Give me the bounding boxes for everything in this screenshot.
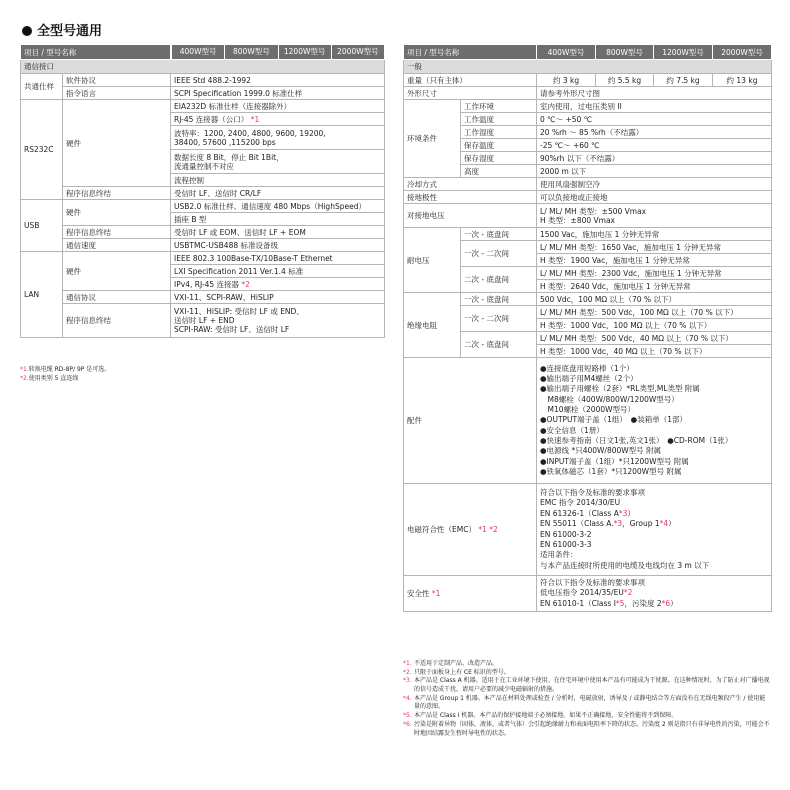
table-header [21,45,385,60]
group-insulation: 绝缘电阻 [404,293,461,358]
footnote: *5. 本产品是 Class I 机器。本产品的保护接地端子必须接地。如果不正确接地，安全性能将不到保障。 [403,712,678,720]
communication-interface-table: 项目 / 型号名称 400W型号 800W型号 1200W型号 2000W型号 通信接口 共通仕样 软件协议 IEEE Std 488.2-1992 指令语言 SCPI Specification 1999.0 标准仕样 RS232C 硬件 EIA232D 标准仕样（连接器除外） RJ-45 连接器（公口） *1 波特率：1200, 2400, 4800, 9600, 19200, 38400, 57600 ,115200 bps 数据长度 8 Bit，停止 Bit 1Bit， 流通量控制不对应 流程控制 程序信息终结 受信时 LF、送信时 CR/LF USB 硬件 USB2.0 标准仕样、通信速度 480 Mbps（HighSpeed） 插座 B 型 程序信息终结 受信时 LF 或 EOM、送信时 LF + EOM 通信速度 USBTMC-USB488 标准设备级 LAN 硬件 IEEE 802.3 100Base-TX/10Base-T Ethernet LXI Specification 2011 Ver.1.4 标准 IPv4, RJ-45 连接器 *2 通信协议 VXI-11、SCPI-RAW、HiSLIP 程序信息终结 VXI-11、HiSLIP: 受信时 LF 或 END、 送信时 LF + END SCPI-RAW: 受信时 LF、送信时 LF [20,44,385,338]
footnote: *1.转换电缆 RD-8P/ 9P 是可选。 [20,366,111,373]
left-footnotes [20,366,110,383]
emc-details: 符合以下指令及标准的要求事项 EMC 指令 2014/30/EU EN 61326-1（Class A*3） EN 55011（Class A.*3，Group 1*4） EN 61000-3-2 EN 61000-3-3 适用条件： 与本产品连接时所使用的电缆及电线均在 3 m 以下 [537,484,772,576]
safety-details: 符合以下指令及标准的要求事项 低电压指令 2014/35/EU*2 EN 61010-1（Class I*5，污染度 2*6） [537,576,772,612]
accessories-label: 配件 [404,358,537,484]
header-models: 400W型号 800W型号 1200W型号 2000W型号 [171,45,385,60]
footnote: *3. 本产品是 Class A 机器。适用于在工业环境下使用。在住宅环境中使用本产品有可能成为干扰源。在这种情况时，为了防止对广播电视的信号造成干扰，请用户必要的减少电磁辐射的措施。 [403,677,770,694]
bullet-icon [22,26,32,36]
footnote: *1. 不适用于定制产品、改造产品。 [403,660,499,667]
group-common: 共通仕样 [21,74,63,100]
footnote: *2. 只限于面板身上有 CE 标识的型号。 [403,668,510,676]
table-header: 项目 / 型号名称 400W型号 800W型号 1200W型号 2000W型号 [404,45,772,60]
group-rs232c: RS232C [21,100,63,200]
group-environment: 环境条件 [404,100,461,178]
footnote: *2.使用类别 5 直连线 [20,374,79,382]
group-withstand-voltage: 耐电压 [404,228,461,293]
section-title: 通信接口 [21,60,385,74]
header-item: 项目 / 型号名称 [21,45,171,60]
accessories-list: ●连接底盘用短路棒（1个） ●输出端子用M4螺丝（2个） ●输出端子用螺栓（2套）*RL类型,ML类型 附属 M8螺栓（400W/800W/1200W型号） M10螺栓（2000W型号） ●OUTPUT端子盖（1组） ●装箱单（1部） ●安全信息（1册） ●快速参考指南（日文1张,英文1张） ●CD-ROM（1张） ●电源线 *只400W/800W型号 附属 ●INPUT端子盖（1组）*只1200W型号 附属 ●铁氧体磁芯（1套）*只1200W型号 附属 [537,358,772,484]
footnote: *6. 污染是附着异物（固体，液体，或者气体）会引起绝缘耐力和表面电阻率下降的状态。污染度 2 则是指只有非导电性的污染，可能会不时地因结露发生暂时导电性的状态。 [403,720,770,737]
page-title: 全型号通用 [22,20,102,39]
section-title: 一般 [404,60,772,74]
footnote: *4. 本产品是 Group 1 机器。本产品在材料处理或检查 / 分析时，电磁放射，诱导及 / 或静电结合等方面没有在无线电频段产生 / 使用能量的意图。 [403,694,766,711]
weight-row: 重量（只有主体） 约 3 kg 约 5.5 kg 约 7.5 kg 约 13 kg [404,74,772,87]
right-footnotes [403,660,771,738]
group-usb: USB [21,200,63,252]
general-spec-table: 项目 / 型号名称 400W型号 800W型号 1200W型号 2000W型号 一般 重量（只有主体） 约 3 kg 约 5.5 kg 约 7.5 kg 约 13 kg 外形尺寸 请参考外形尺寸图 环境条件 工作环境 室内使用，过电压类别 II 工作温度 0 ℃～ +50 ℃ 工作湿度 20 %rh ～ 85 %rh（不结露） 保存温度 -25 ℃～ +60 ℃ 保存湿度 90%rh 以下（不结露） 高度 2000 m 以下 冷却方式 使用风扇强制空冷 接地极性 可以负接地或正接地 对接地电压 L/ ML/ MH 类型：±500 Vmax H 类型：±800 Vmax 耐电压 一次 - 底盘间 1500 Vac，施加电压 1 分钟无异常 一次 - 二次间 L/ ML/ MH 类型：1650 Vac，施加电压 1 分钟无异常 H 类型：1900 Vac，施加电压 1 分钟无异常 二次 - 底盘间 L/ ML/ MH 类型：2300 Vdc，施加电压 1 分钟无异常 H 类型：2640 Vdc，施加电压 1 分钟无异常 绝缘电阻 一次 - 底盘间 500 Vdc，100 MΩ 以上（70 % 以下） 一次 - 二次间 L/ ML/ MH 类型：500 Vdc，100 MΩ 以上（70 % 以下） H 类型：1000 Vdc，100 MΩ 以上（70 % 以下） 二次 - 底盘间 L/ ML/ MH 类型：500 Vdc，40 MΩ 以上（70 % 以下） H 类型：1000 Vdc，40 MΩ 以上（70 % 以下） 配件 ●连接底盘用短路棒（1个） ●输出端子用M4螺丝（2个） ●输出端子用螺栓（2套）*RL类型,ML类型 附属 M8螺栓（400W/800W/1200W型号） M10螺栓（2000W型号） ●OUTPUT端子盖（1组） ●装箱单（1部） ●安全信息（1册） ●快速参考指南（日文1张,英文1张） ●CD-ROM（1张） ●电源线 *只400W/800W型号 附属 ●INPUT端子盖（1组）*只1200W型号 附属 ●铁氧体磁芯（1套）*只1200W型号 附属 电磁符合性（EMC） *1 *2 符合以下指令及标准的要求事项 EMC 指令 2014/30/EU EN 61326-1（Class A*3） EN 55011（Class A.*3，Group 1*4） EN 61000-3-2 EN 61000-3-3 适用条件： 与本产品连接时所使用的电缆及电线均在 3 m 以下 安全性 *1 符合以下指令及标准的要求事项 低电压指令 2014/35/EU*2 EN 61010-1（Class I*5，污染度 2*6） [403,44,772,612]
group-lan: LAN [21,252,63,338]
